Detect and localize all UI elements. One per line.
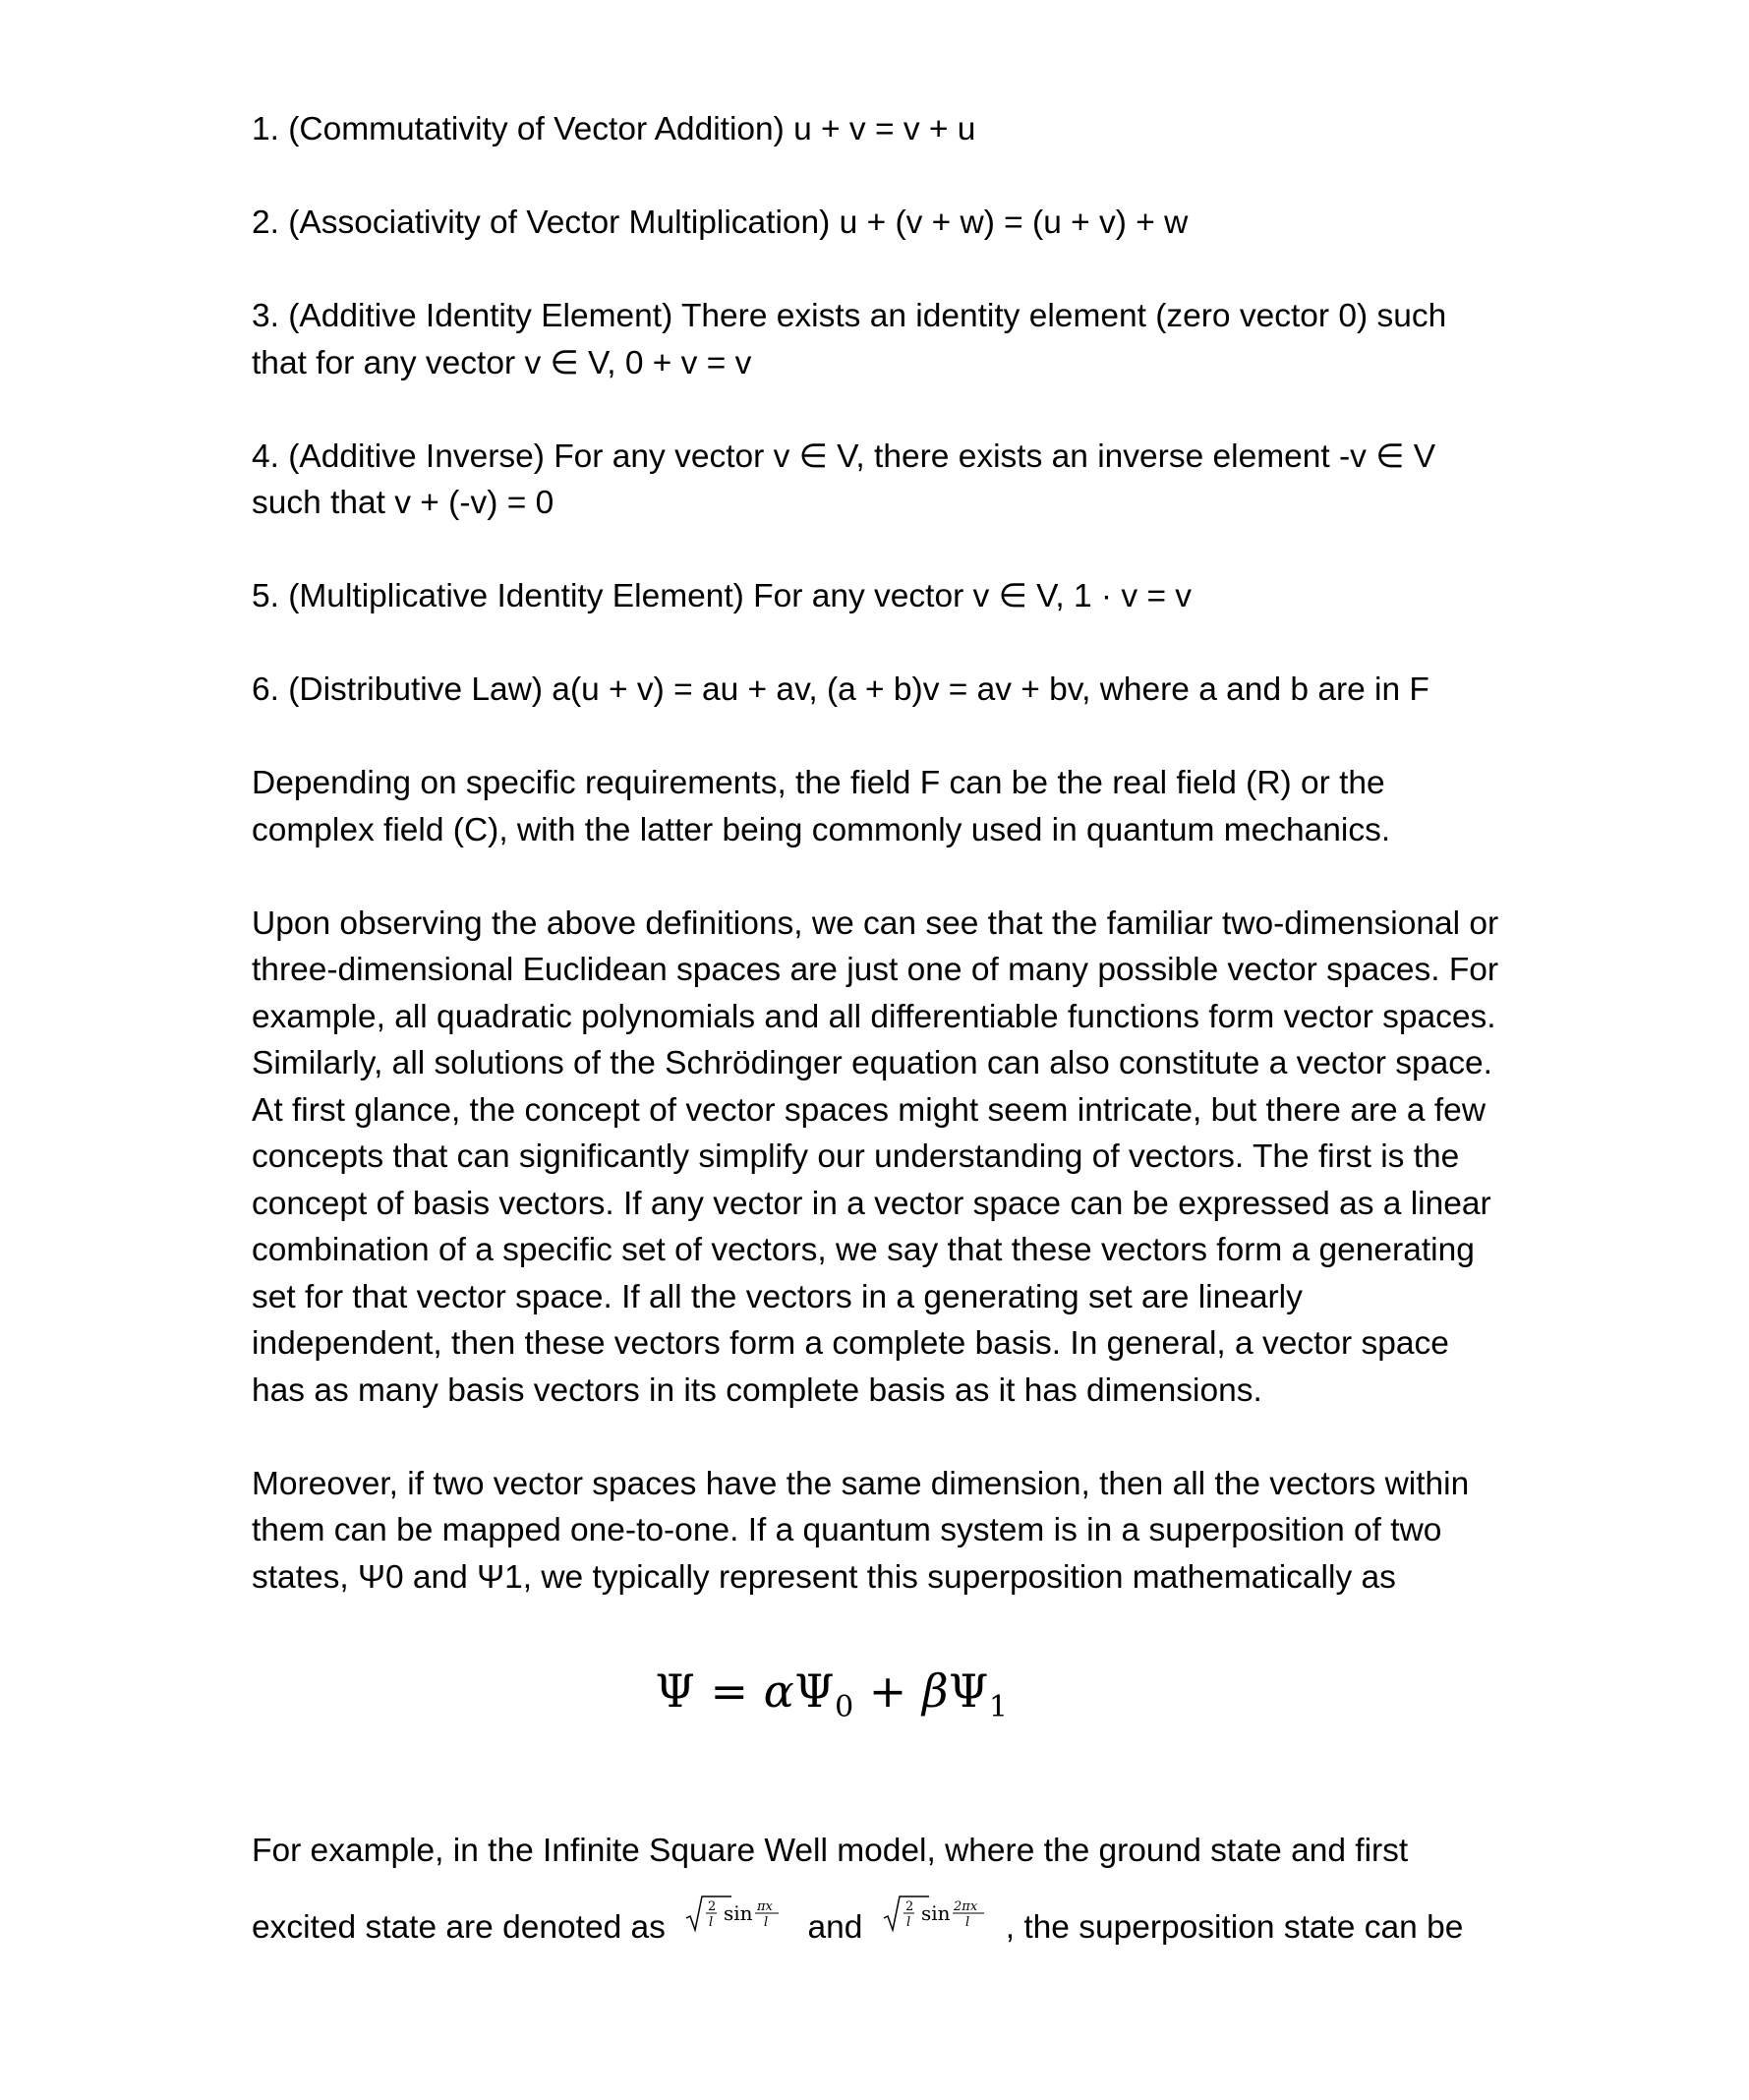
field-paragraph: Depending on specific requirements, the field F can be the real field (R) or the complex field (C), with the latter being commonly used in quantum mechanics.: [252, 765, 1391, 848]
superposition-equation: [134, 1662, 1530, 1737]
line2-end: , the superposition state can be: [1005, 1908, 1464, 1946]
svg-text:2: 2: [708, 1898, 717, 1914]
axiom-2: 2. (Associativity of Vector Multiplication) u + (v + w) = (u + v) + w: [252, 204, 1189, 241]
svg-text:l: l: [764, 1914, 769, 1930]
superposition-paragraph: Moreover, if two vector spaces have the same dimension, then all the vectors within them can be mapped one-to-one. If a quantum system is in a superposition of two states, Ψ0 and Ψ1, we typically represent this superposition mathematically as: [252, 1465, 1470, 1596]
document-body: [252, 106, 1530, 2004]
svg-text:l: l: [905, 1914, 910, 1930]
final-paragraph-line2: [252, 1893, 1530, 1957]
first-excited-state-formula: [882, 1893, 996, 1934]
connector-and: and: [807, 1908, 863, 1946]
axiom-6: 6. (Distributive Law) a(u + v) = au + av, (a + b)v = av + bv, where a and b are in F: [252, 671, 1429, 708]
svg-text:2πx: 2πx: [953, 1898, 977, 1914]
equation-sub-0: 0: [835, 1690, 854, 1724]
svg-text:2: 2: [904, 1898, 914, 1914]
equation-sub-1: 1: [988, 1690, 1009, 1724]
line2-start: excited state are denoted as: [252, 1908, 666, 1946]
svg-text:sin: sin: [920, 1900, 951, 1925]
axiom-4: 4. (Additive Inverse) For any vector v ∈ V, there exists an inverse element -v ∈ V such that v + (-v) = 0: [252, 438, 1436, 521]
equation-equals: =: [695, 1664, 764, 1718]
ground-state-formula-graphic: [684, 1893, 788, 1934]
axiom-1: 1. (Commutativity of Vector Addition) u + v = v + u: [252, 111, 976, 147]
axiom-3: 3. (Additive Identity Element) There exists an identity element (zero vector 0) such that for any vector v ∈ V, 0 + v = v: [252, 298, 1447, 381]
equation-alpha: α: [763, 1664, 795, 1718]
equation-beta: β: [921, 1664, 950, 1718]
axiom-5: 5. (Multiplicative Identity Element) For any vector v ∈ V, 1 · v = v: [252, 578, 1193, 614]
ground-state-formula: [684, 1893, 788, 1934]
final-paragraph-line1: For example, in the Infinite Square Well model, where the ground state and first: [252, 1833, 1409, 1869]
equation-plus: +: [853, 1664, 922, 1718]
svg-text:l: l: [709, 1914, 714, 1930]
equation-psi-1: Ψ: [949, 1664, 989, 1718]
svg-text:πx: πx: [757, 1898, 774, 1914]
equation-psi-0: Ψ: [794, 1664, 836, 1718]
equation-lhs: Ψ: [655, 1664, 696, 1718]
first-excited-state-formula-graphic: [882, 1893, 996, 1934]
svg-text:sin: sin: [724, 1900, 753, 1925]
svg-text:l: l: [964, 1914, 969, 1930]
vector-space-paragraph: Upon observing the above definitions, we can see that the familiar two-dimensional or three-dimensional Euclidean spaces are just one of many possible vector spaces. For example, all quadratic polynomials and all differentiable functions form vector spaces. Similarly, all solutions of the Schrödinger equation can also constitute a vector space. At first glance, the concept of vector spaces might seem intricate, but there are a few concepts that can significantly simplify our understanding of vectors. The first is the concept of basis vectors. If any vector in a vector space can be expressed as a linear combination of a specific set of vectors, we say that these vectors form a generating set for that vector space. If all the vectors in a generating set are linearly independent, then these vectors form a complete basis. In general, a vector space has as many basis vectors in its complete basis as it has dimensions.: [252, 904, 1499, 1409]
